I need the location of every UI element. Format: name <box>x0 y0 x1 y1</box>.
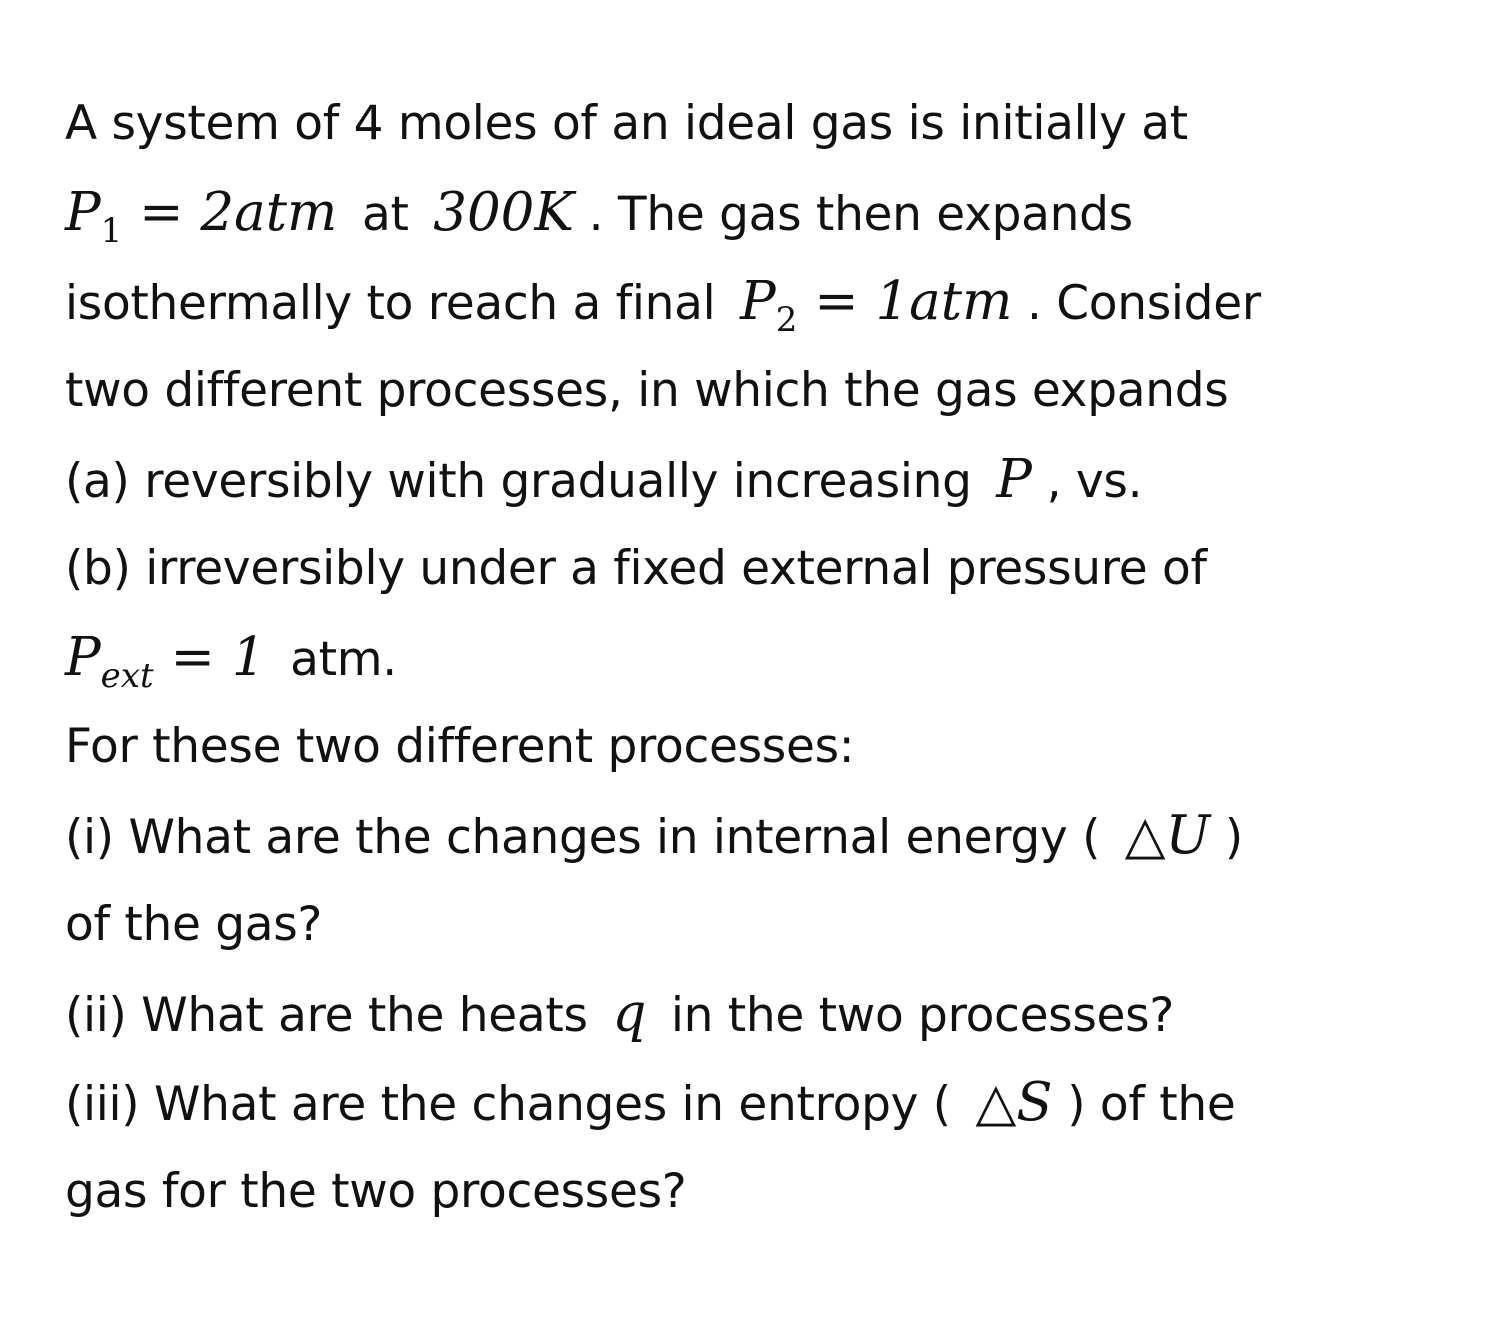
problem-line-1 <box>65 79 1465 168</box>
text-segment: , vs. <box>1046 454 1143 509</box>
text-segment: two different processes, in which the gas expands <box>65 363 1229 418</box>
text-segment: . Consider <box>1026 276 1261 331</box>
problem-line-10 <box>65 880 1465 969</box>
text-segment: (b) irreversibly under a fixed external pressure of <box>65 541 1207 596</box>
math-symbol: P <box>65 627 101 688</box>
text-segment: (iii) What are the changes in entropy ( <box>65 1077 951 1132</box>
math-p: P <box>996 449 1032 510</box>
problem-line-8 <box>65 702 1465 791</box>
text-segment: (i) What are the changes in internal energy ( <box>65 810 1101 865</box>
text-segment: gas for the two processes? <box>65 1164 687 1219</box>
problem-line-3 <box>65 257 1465 346</box>
text-segment: For these two different processes: <box>65 719 855 774</box>
problem-line-2 <box>65 168 1465 257</box>
problem-text <box>65 79 1465 1236</box>
math-value: = 2atm <box>139 182 338 243</box>
math-q: q <box>612 983 647 1044</box>
math-subscript: ext <box>100 656 154 696</box>
problem-line-4 <box>65 346 1465 435</box>
math-p2 <box>740 271 1013 340</box>
problem-line-7 <box>65 613 1465 702</box>
math-subscript: 2 <box>775 300 798 340</box>
triangle-icon: △ <box>1124 805 1166 866</box>
text-segment: of the gas? <box>65 897 323 952</box>
math-value: = 1atm <box>814 271 1013 332</box>
text-segment: A system of 4 moles of an ideal gas is initially at <box>65 96 1188 151</box>
math-delta-u <box>1125 805 1210 866</box>
math-symbol: U <box>1165 805 1211 866</box>
text-segment: in the two processes? <box>670 988 1175 1043</box>
math-temperature: 300K <box>433 182 574 243</box>
math-symbol: P <box>740 271 776 332</box>
problem-line-9 <box>65 791 1465 880</box>
text-segment: at <box>361 187 409 242</box>
text-segment: (a) reversibly with gradually increasing <box>65 454 972 509</box>
text-segment: atm. <box>290 632 397 687</box>
math-p1 <box>65 182 338 251</box>
text-segment: . The gas then expands <box>588 187 1133 242</box>
problem-line-13 <box>65 1147 1465 1236</box>
text-segment: ) <box>1224 810 1243 865</box>
problem-line-12 <box>65 1058 1465 1147</box>
math-delta-s <box>975 1072 1052 1133</box>
problem-line-6 <box>65 524 1465 613</box>
text-segment: ) of the <box>1067 1077 1236 1132</box>
problem-line-11 <box>65 969 1465 1058</box>
math-subscript: 1 <box>100 211 123 251</box>
text-segment: (ii) What are the heats <box>65 988 588 1043</box>
text-segment: isothermally to reach a final <box>65 276 716 331</box>
math-symbol: S <box>1016 1072 1053 1133</box>
math-symbol: P <box>65 182 101 243</box>
math-value: = 1 <box>170 627 266 688</box>
problem-line-5 <box>65 435 1465 524</box>
triangle-icon: △ <box>975 1072 1017 1133</box>
math-pext <box>65 627 266 696</box>
